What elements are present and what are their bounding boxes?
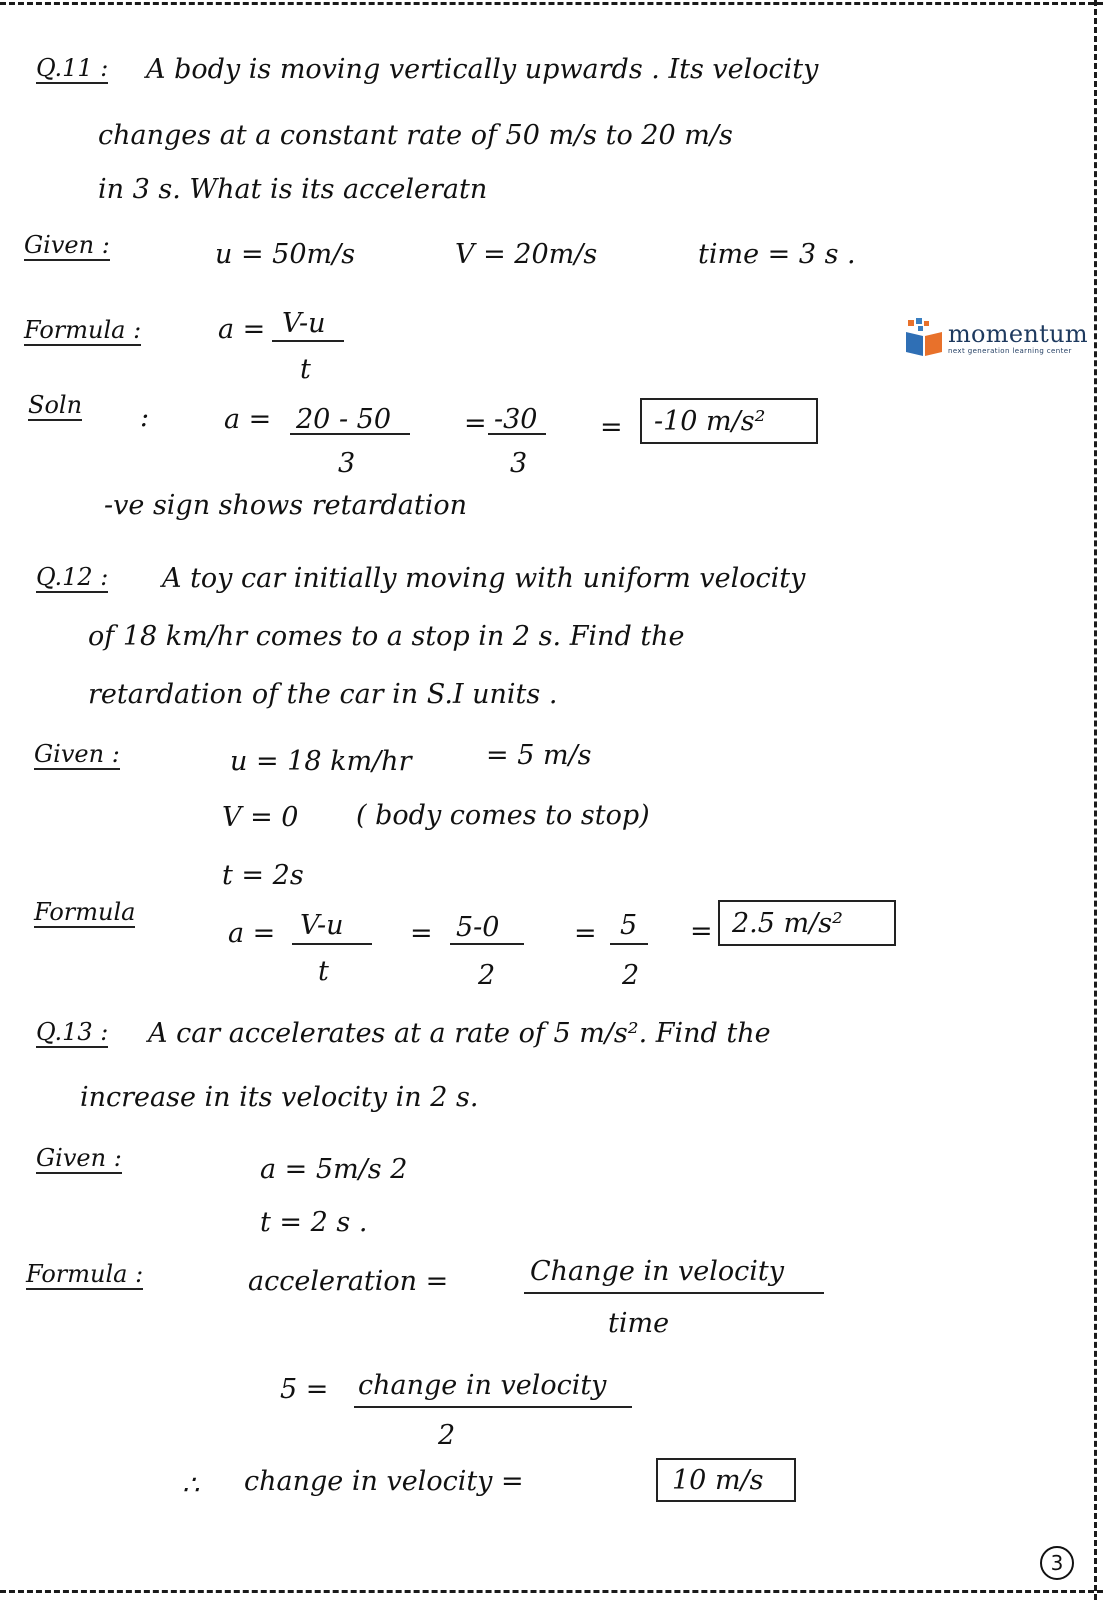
therefore-icon: ∴ [182, 1470, 200, 1501]
q11-answer: -10 m/s² [654, 406, 766, 437]
q11-note: -ve sign shows retardation [104, 490, 467, 521]
q13-given-t: t = 2 s . [260, 1207, 368, 1238]
q12-question-line3: retardation of the car in S.I units . [88, 679, 558, 710]
q12-formula-lhs: a = [228, 918, 276, 949]
q13-question-line1: A car accelerates at a rate of 5 m/s². Find the [148, 1018, 771, 1049]
q12-equals4: = [690, 916, 713, 947]
q11-solution-equals: = [464, 408, 487, 439]
q13-step-fraction-bar [354, 1406, 632, 1408]
q11-question-line3: in 3 s. What is its acceleratn [98, 174, 488, 205]
logo-name: momentum [948, 320, 1088, 348]
book-logo-icon [904, 318, 944, 358]
q12-fraction-bar3 [610, 943, 648, 945]
q12-formula-denominator: t [318, 956, 329, 987]
q11-given-label: Given : [24, 231, 110, 259]
q12-numerator2: 5-0 [456, 912, 500, 943]
perforation-right [1094, 0, 1097, 1600]
q13-step-numerator: change in velocity [358, 1370, 607, 1401]
q11-solution-equals2: = [600, 412, 623, 443]
q12-question-line1: A toy car initially moving with uniform velocity [162, 563, 806, 594]
q11-formula-fraction-bar [272, 340, 344, 342]
page-number: 3 [1040, 1546, 1074, 1580]
q11-solution-fraction-bar [290, 433, 410, 435]
q13-formula-label: Formula : [26, 1260, 144, 1288]
q13-formula-fraction-bar [524, 1292, 824, 1294]
q13-question-line2: increase in its velocity in 2 s. [80, 1082, 479, 1113]
q13-formula-numerator: Change in velocity [530, 1256, 784, 1287]
q12-formula-label: Formula [34, 898, 136, 926]
q11-label: Q.11 : [36, 54, 109, 82]
q13-answer: 10 m/s [672, 1465, 764, 1496]
q12-given-v: V = 0 [222, 802, 299, 833]
q11-solution-label: Soln [28, 391, 83, 419]
q11-formula-label: Formula : [24, 316, 142, 344]
q13-step-lhs: 5 = [280, 1374, 329, 1405]
q12-formula-numerator: V-u [300, 910, 344, 941]
q12-equals3: = [574, 918, 597, 949]
perforation-bottom [0, 1590, 1103, 1593]
q11-formula-lhs: a = [218, 314, 266, 345]
q13-formula-denominator: time [608, 1308, 670, 1339]
q11-solution-denominator2: 3 [510, 448, 528, 479]
q12-label: Q.12 : [36, 563, 109, 591]
q12-given-v-note: ( body comes to stop) [356, 800, 650, 831]
q13-given-a: a = 5m/s 2 [260, 1154, 408, 1185]
q11-solution-colon: : [140, 402, 150, 433]
q12-denominator3: 2 [622, 960, 640, 991]
q11-given-u: u = 50m/s [215, 239, 356, 270]
q11-question-line2: changes at a constant rate of 50 m/s to 20 m/s [98, 120, 733, 151]
q11-formula-numerator: V-u [282, 308, 326, 339]
q12-given-u-si: = 5 m/s [486, 740, 592, 771]
q12-equals2: = [410, 918, 433, 949]
q11-solution-numerator2: -30 [494, 404, 538, 435]
q12-given-u: u = 18 km/hr [230, 746, 412, 777]
q12-given-t: t = 2s [222, 860, 304, 891]
perforation-top [0, 2, 1103, 5]
q13-answer-box [656, 1458, 796, 1502]
q13-label: Q.13 : [36, 1018, 109, 1046]
q11-given-time: time = 3 s . [698, 239, 856, 270]
momentum-logo [904, 318, 1088, 358]
q11-given-v: V = 20m/s [455, 239, 598, 270]
q12-fraction-bar2 [450, 943, 524, 945]
q11-question-line1: A body is moving vertically upwards . Its velocity [146, 54, 819, 85]
q11-solution-denominator: 3 [338, 448, 356, 479]
q12-question-line2: of 18 km/hr comes to a stop in 2 s. Find the [88, 621, 685, 652]
q12-given-label: Given : [34, 740, 120, 768]
logo-tagline: next generation learning center [948, 347, 1072, 355]
q13-result-lhs: change in velocity = [244, 1466, 524, 1497]
q12-answer-box [718, 900, 896, 946]
q12-answer: 2.5 m/s² [732, 908, 843, 939]
q12-denominator2: 2 [478, 960, 496, 991]
q13-given-label: Given : [36, 1144, 122, 1172]
q12-formula-fraction-bar [292, 943, 372, 945]
q11-solution-numerator: 20 - 50 [296, 404, 392, 435]
q11-formula-denominator: t [300, 354, 311, 385]
q13-formula-lhs: acceleration = [248, 1266, 449, 1297]
q11-answer-box [640, 398, 818, 444]
q12-numerator3: 5 [620, 910, 638, 941]
q13-step-denominator: 2 [438, 1420, 456, 1451]
q11-solution-fraction-bar2 [488, 433, 546, 435]
q11-solution-lhs: a = [224, 404, 272, 435]
